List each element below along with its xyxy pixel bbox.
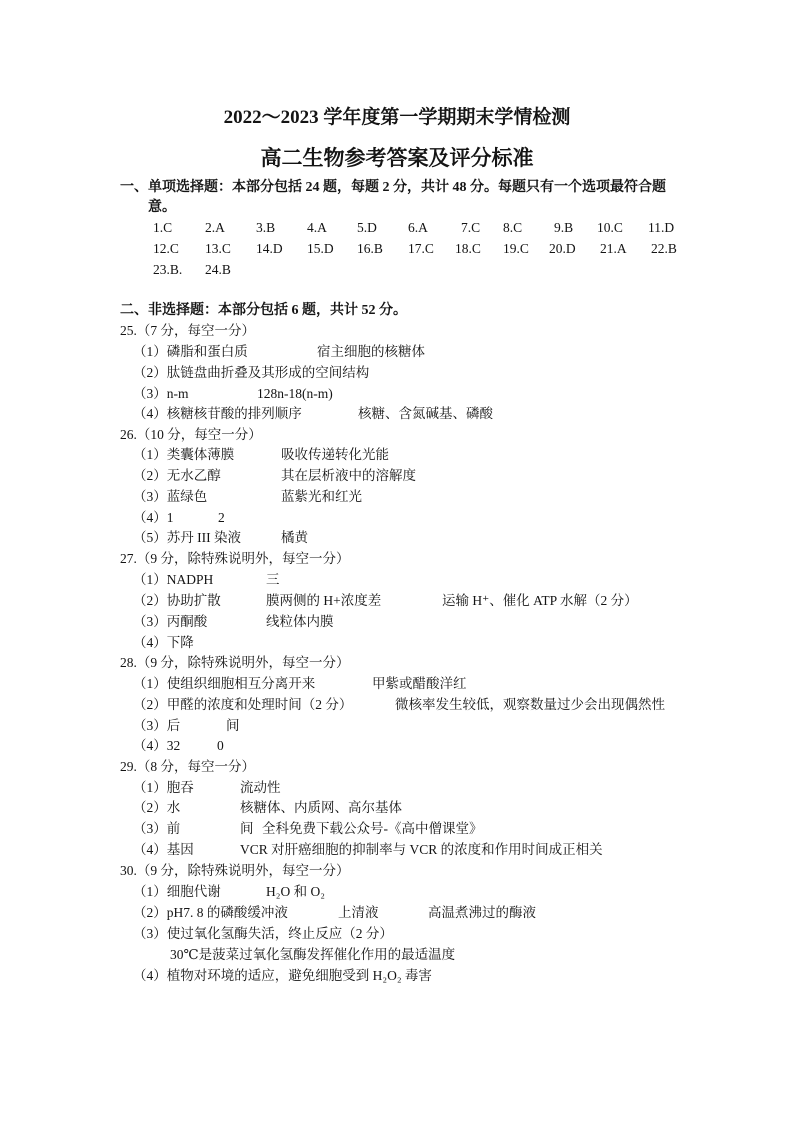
q29-header-line (0, 757, 794, 777)
q26-5-part-a: （5）苏丹 III 染液 (133, 530, 241, 545)
q28-3-part-b: 间 (226, 718, 240, 733)
q28-2-part-b: 微核率发生较低，观察数量过少会出现偶然性 (395, 697, 665, 712)
q30-header: 30.（9 分，除特殊说明外，每空一分） (120, 863, 350, 878)
q28-3-part-a: （3）后 (133, 718, 181, 733)
q27-2-part-b: 膜两侧的 H+浓度差 (266, 593, 382, 608)
q25-header-line (0, 321, 794, 341)
q30-3-part-a: （3）使过氧化氢酶失活，终止反应（2 分） (133, 926, 393, 941)
q26-item-2 (0, 466, 794, 486)
answer-14: 14.D (256, 241, 283, 256)
q27-item-1 (0, 570, 794, 590)
q30-2-part-a: （2）pH7. 8 的磷酸缓冲液 (133, 905, 288, 920)
q29-4-part-a: （4）基因 (133, 842, 194, 857)
q25-item-1 (0, 342, 794, 362)
answer-8: 8.C (503, 220, 523, 235)
q25-item-2 (0, 363, 794, 383)
q30-item-2 (0, 903, 794, 923)
q28-item-3 (0, 716, 794, 736)
page-subtitle: 高二生物参考答案及评分标准 (260, 146, 534, 170)
q28-1-part-a: （1）使组织细胞相互分离开来 (133, 676, 316, 691)
q26-header: 26.（10 分，每空一分） (120, 427, 262, 442)
answer-2: 2.A (205, 220, 225, 235)
answer-24: 24.B (205, 262, 231, 277)
q29-3-part-a: （3）前 (133, 821, 181, 836)
section2-heading-line (0, 301, 794, 321)
q30-4-part-a: （4）植物对环境的适应，避免细胞受到 H₂O₂ 毒害 (133, 968, 432, 983)
q27-item-2 (0, 591, 794, 611)
q26-item-5 (0, 528, 794, 548)
answer-4: 4.A (307, 220, 327, 235)
q26-item-1 (0, 445, 794, 465)
q26-2-part-b: 其在层析液中的溶解度 (281, 468, 416, 483)
q26-item-4 (0, 508, 794, 528)
answer-7: 7.C (461, 220, 481, 235)
q28-4-part-b: 0 (217, 738, 224, 753)
answer-21: 21.A (600, 241, 627, 256)
answer-11: 11.D (648, 220, 675, 235)
answer-17: 17.C (408, 241, 434, 256)
answer-9: 9.B (554, 220, 574, 235)
answer-15: 15.D (307, 241, 334, 256)
q30-header-line (0, 861, 794, 881)
q26-4-part-b: 2 (218, 510, 225, 525)
q26-3-part-a: （3）蓝绿色 (133, 489, 208, 504)
answers-row-3 (0, 260, 794, 280)
q29-1-part-a: （1）胞吞 (133, 780, 194, 795)
q26-1-part-a: （1）类囊体薄膜 (133, 447, 235, 462)
q30-item-1 (0, 882, 794, 902)
answer-19: 19.C (503, 241, 529, 256)
q25-item-3 (0, 384, 794, 404)
section1-heading-cont: 意。 (148, 200, 176, 215)
section1-heading-line (0, 178, 794, 198)
q29-3-watermark-text: 全科免费下载公众号-《高中僧课堂》 (262, 821, 483, 836)
q30-3-part-b: 30℃是菠菜过氧化氢酶发挥催化作用的最适温度 (170, 947, 456, 962)
q29-header: 29.（8 分，每空一分） (120, 759, 255, 774)
q27-item-4 (0, 633, 794, 653)
q30-item-3 (0, 924, 794, 944)
q29-item-2 (0, 798, 794, 818)
q29-1-part-b: 流动性 (240, 780, 281, 795)
q28-1-part-b: 甲紫或醋酸洋红 (372, 676, 467, 691)
q25-item-4 (0, 404, 794, 424)
answer-18: 18.C (455, 241, 481, 256)
answer-1: 1.C (153, 220, 173, 235)
q27-3-part-a: （3）丙酮酸 (133, 614, 208, 629)
q28-item-2 (0, 695, 794, 715)
q26-3-part-b: 蓝紫光和红光 (281, 489, 362, 504)
q30-item-3-cont (0, 945, 794, 965)
answer-13: 13.C (205, 241, 231, 256)
q28-item-4 (0, 736, 794, 756)
q27-1-part-a: （1）NADPH (133, 572, 214, 587)
answer-20: 20.D (549, 241, 576, 256)
q27-header: 27.（9 分，除特殊说明外，每空一分） (120, 551, 350, 566)
q25-3-part-b: 128n-18(n-m) (257, 386, 333, 401)
q28-header: 28.（9 分，除特殊说明外，每空一分） (120, 655, 350, 670)
q26-4-part-a: （4）1 (133, 510, 174, 525)
q28-item-1 (0, 674, 794, 694)
answer-5: 5.D (357, 220, 377, 235)
q25-1-part-a: （1）磷脂和蛋白质 (133, 344, 248, 359)
q29-2-part-b: 核糖体、内质网、高尔基体 (240, 800, 402, 815)
q30-item-4 (0, 966, 794, 986)
q28-2-part-a: （2）甲醛的浓度和处理时间（2 分） (133, 697, 353, 712)
q27-4-part-a: （4）下降 (133, 635, 194, 650)
q26-5-part-b: 橘黄 (281, 530, 308, 545)
q30-2-part-c: 高温煮沸过的酶液 (428, 905, 536, 920)
answers-row-2 (0, 239, 794, 259)
q25-header: 25.（7 分，每空一分） (120, 323, 255, 338)
q29-4-part-b: VCR 对肝癌细胞的抑制率与 VCR 的浓度和作用时间成正相关 (240, 842, 603, 857)
q29-item-3 (0, 819, 794, 839)
q30-1-part-b: H₂O 和 O₂ (266, 884, 325, 899)
q28-4-part-a: （4）32 (133, 738, 181, 753)
q30-1-part-a: （1）细胞代谢 (133, 884, 221, 899)
answer-3: 3.B (256, 220, 276, 235)
answer-10: 10.C (597, 220, 623, 235)
q25-1-part-b: 宿主细胞的核糖体 (317, 344, 425, 359)
answer-6: 6.A (408, 220, 428, 235)
section2-heading: 二、非选择题：本部分包括 6 题，共计 52 分。 (120, 303, 407, 318)
section1-heading: 一、单项选择题：本部分包括 24 题，每题 2 分，共计 48 分。每题只有一个选项最符合题 (120, 180, 666, 195)
q26-header-line (0, 425, 794, 445)
answer-23: 23.B. (153, 262, 183, 277)
q30-2-part-b: 上清液 (338, 905, 379, 920)
q27-2-part-c: 运输 H⁺、催化 ATP 水解（2 分） (442, 593, 638, 608)
q29-item-4 (0, 840, 794, 860)
q27-1-part-b: 三 (266, 572, 280, 587)
q29-3-part-b: 间 (240, 821, 254, 836)
q29-item-1 (0, 778, 794, 798)
q29-2-part-a: （2）水 (133, 800, 181, 815)
q25-2-part-a: （2）肽链盘曲折叠及其形成的空间结构 (133, 365, 370, 380)
q25-4-part-a: （4）核糖核苷酸的排列顺序 (133, 406, 302, 421)
q26-1-part-b: 吸收传递转化光能 (281, 447, 389, 462)
q25-4-part-b: 核糖、含氮碱基、磷酸 (358, 406, 493, 421)
answers-row-1 (0, 218, 794, 238)
answer-12: 12.C (153, 241, 179, 256)
q25-3-part-a: （3）n-m (133, 386, 189, 401)
answer-16: 16.B (357, 241, 383, 256)
page-title: 2022～2023 学年度第一学期期末学情检测 (223, 107, 571, 128)
q27-3-part-b: 线粒体内膜 (266, 614, 334, 629)
answer-22: 22.B (651, 241, 677, 256)
q27-2-part-a: （2）协助扩散 (133, 593, 221, 608)
q26-2-part-a: （2）无水乙醇 (133, 468, 221, 483)
q26-item-3 (0, 487, 794, 507)
section1-heading-cont-line (0, 198, 794, 218)
q27-header-line (0, 549, 794, 569)
q28-header-line (0, 653, 794, 673)
q27-item-3 (0, 612, 794, 632)
